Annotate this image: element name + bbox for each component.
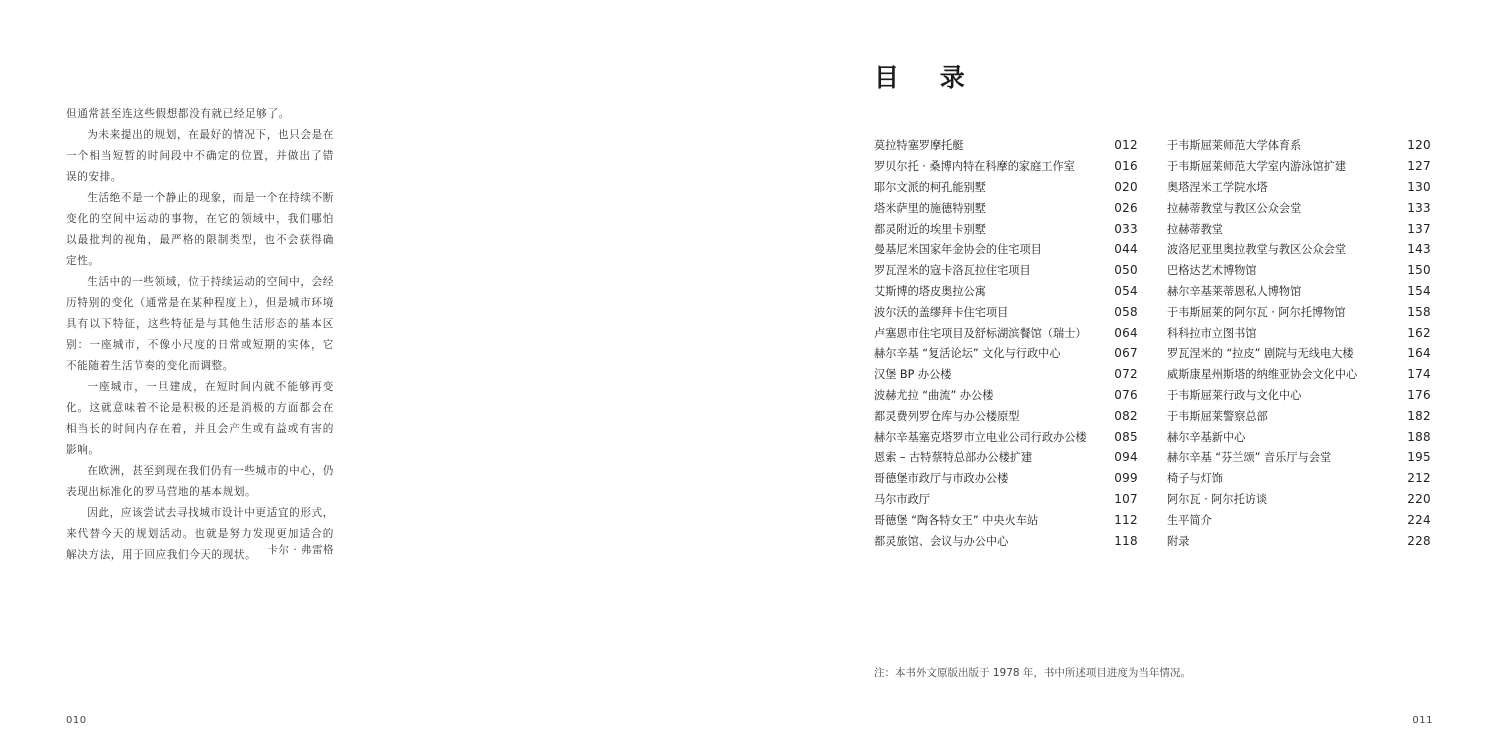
toc-entry-page: 143 xyxy=(1407,242,1431,257)
toc-entry-page: 162 xyxy=(1407,325,1431,340)
toc-entry xyxy=(1167,301,1431,322)
toc-entry-page: 150 xyxy=(1407,263,1431,278)
toc-entry-title: 生平简介 xyxy=(1167,513,1212,527)
toc-entry-page: 099 xyxy=(1114,471,1138,486)
paragraph: 生活绝不是一个静止的现象，而是一个在持续不断变化的空间中运动的事物，在它的领域中，我们哪怕以最批判的视角，最严格的限制类型，也不会获得确定性。 xyxy=(66,192,334,267)
toc-entry-title: 哥德堡市政厅与市政办公楼 xyxy=(874,472,1009,486)
toc-entry xyxy=(874,405,1138,426)
toc-entry-title: 于韦斯屈莱的阿尔瓦 · 阿尔托博物馆 xyxy=(1167,305,1346,319)
toc-entry-page: 176 xyxy=(1407,387,1431,402)
toc-entry-page: 072 xyxy=(1114,367,1138,382)
toc-entry xyxy=(874,364,1138,385)
toc-entry xyxy=(874,343,1138,364)
publication-note: 注：本书外文原版出版于 1978 年，书中所述项目进度为当年情况。 xyxy=(874,667,1191,679)
toc-entry xyxy=(874,489,1138,510)
toc-entry xyxy=(1167,364,1431,385)
toc-entry-title: 于韦斯屈莱师范大学体育系 xyxy=(1167,139,1302,153)
toc-entry-page: 164 xyxy=(1407,346,1431,361)
toc-entry xyxy=(874,426,1138,447)
toc-entry xyxy=(1167,218,1431,239)
toc-entry-page: 050 xyxy=(1114,263,1138,278)
toc-entry-title: 哥德堡 “陶各特女王” 中央火车站 xyxy=(874,513,1039,527)
toc-entry-title: 拉赫蒂教堂与教区公众会堂 xyxy=(1167,201,1302,215)
paragraph: 为未来提出的规划，在最好的情况下，也只会是在一个相当短暂的时间段中不确定的位置，并做出了错误的安排。 xyxy=(66,129,334,183)
toc-entry-page: 107 xyxy=(1114,491,1138,506)
toc-entry-page: 016 xyxy=(1114,159,1138,174)
toc-entry-title: 都灵附近的埃里卡别墅 xyxy=(874,222,986,236)
toc-entry-page: 033 xyxy=(1114,221,1138,236)
toc-entry xyxy=(1167,385,1431,406)
toc-entry xyxy=(874,468,1138,489)
toc-entry xyxy=(874,281,1138,302)
toc-entry-title: 曼基尼米国家年金协会的住宅项目 xyxy=(874,243,1042,257)
toc-entry-page: 188 xyxy=(1407,429,1431,444)
toc-entry xyxy=(1167,239,1431,260)
paragraph: 生活中的一些领域，位于持续运动的空间中，会经历特别的变化（通常是在某种程度上），但是城市环境具有以下特征，这些特征是与其他生活形态的基本区别：一座城市，不像小尺度的日常或短期的实体，它不能随着生活节奏的变化而调整。 xyxy=(66,276,334,372)
toc-entry-title: 赫尔辛基新中心 xyxy=(1167,430,1246,444)
toc-entry-title: 都灵费列罗仓库与办公楼原型 xyxy=(874,409,1020,423)
toc-entry-page: 212 xyxy=(1407,471,1431,486)
toc-entry xyxy=(1167,260,1431,281)
toc-entry xyxy=(874,530,1138,551)
toc-entry-title: 恩索 – 古特蔡特总部办公楼扩建 xyxy=(874,451,1033,465)
toc-entry-title: 艾斯博的塔皮奥拉公寓 xyxy=(874,284,986,298)
toc-entry-title: 莫拉特塞罗摩托艇 xyxy=(874,139,964,153)
toc-entry xyxy=(1167,322,1431,343)
toc-entry-page: 076 xyxy=(1114,387,1138,402)
toc-entry-page: 174 xyxy=(1407,367,1431,382)
toc-entry xyxy=(874,301,1138,322)
toc-entry-title: 卢塞恩市住宅项目及舒标湖滨餐馆（瑞士） xyxy=(874,326,1087,340)
paragraph: 一座城市，一旦建成，在短时间内就不能够再变化。这就意味着不论是积极的还是消极的方面都会在相当长的时间内存在着，并且会产生或有益或有害的影响。 xyxy=(66,381,334,456)
left-page xyxy=(0,0,749,750)
toc-entry-title: 耶尔文派的柯孔能别墅 xyxy=(874,180,986,194)
toc-entry-page: 085 xyxy=(1114,429,1138,444)
toc-entry-page: 220 xyxy=(1407,491,1431,506)
toc-entry-page: 112 xyxy=(1114,512,1138,527)
toc-entry-title: 罗瓦涅米的 “拉皮” 剧院与无线电大楼 xyxy=(1167,347,1354,361)
toc-entry-title: 汉堡 BP 办公楼 xyxy=(874,368,952,382)
toc-entry xyxy=(1167,426,1431,447)
toc-entry-page: 182 xyxy=(1407,408,1431,423)
toc-entry-title: 奥塔涅米工学院水塔 xyxy=(1167,180,1268,194)
toc-entry-page: 094 xyxy=(1114,450,1138,465)
toc-entry-page: 137 xyxy=(1407,221,1431,236)
toc-entry xyxy=(1167,489,1431,510)
toc-entry-title: 椅子与灯饰 xyxy=(1167,472,1223,486)
toc-entry xyxy=(874,322,1138,343)
toc-entry-page: 127 xyxy=(1407,159,1431,174)
toc-entry-title: 波洛尼亚里奥拉教堂与教区公众会堂 xyxy=(1167,243,1347,257)
toc-entry xyxy=(1167,405,1431,426)
toc-entry xyxy=(874,218,1138,239)
toc-entry-page: 026 xyxy=(1114,200,1138,215)
toc-entry xyxy=(874,239,1138,260)
toc-column-left xyxy=(874,135,1138,551)
toc-entry xyxy=(874,385,1138,406)
toc-entry-title: 拉赫蒂教堂 xyxy=(1167,222,1223,236)
paragraph: 但通常甚至连这些假想都没有就已经足够了。 xyxy=(66,108,290,120)
toc-entry xyxy=(1167,156,1431,177)
toc-entry-title: 于韦斯屈莱师范大学室内游泳馆扩建 xyxy=(1167,160,1347,174)
toc-entry-title: 阿尔瓦 · 阿尔托访谈 xyxy=(1167,492,1268,506)
toc-entry-page: 130 xyxy=(1407,179,1431,194)
essay-text xyxy=(66,104,334,566)
toc-entry-title: 都灵旅馆、会议与办公中心 xyxy=(874,534,1009,548)
toc-entry xyxy=(874,447,1138,468)
toc-entry-title: 塔米萨里的施德特别墅 xyxy=(874,201,986,215)
toc-entry-title: 巴格达艺术博物馆 xyxy=(1167,264,1257,278)
toc-entry-page: 054 xyxy=(1114,283,1138,298)
toc-entry-title: 于韦斯屈莱行政与文化中心 xyxy=(1167,388,1302,402)
toc-entry xyxy=(874,177,1138,198)
toc-entry-title: 威斯康星州斯塔的纳维亚协会文化中心 xyxy=(1167,368,1358,382)
toc-entry xyxy=(1167,509,1431,530)
toc-entry-page: 120 xyxy=(1407,138,1431,153)
toc-entry xyxy=(874,509,1138,530)
toc-entry xyxy=(874,156,1138,177)
toc-entry xyxy=(1167,197,1431,218)
toc-entry-title: 赫尔辛基莱蒂恩私人博物馆 xyxy=(1167,284,1302,298)
toc-entry xyxy=(1167,447,1431,468)
toc-entry xyxy=(1167,530,1431,551)
toc-entry xyxy=(874,260,1138,281)
toc-entry xyxy=(1167,281,1431,302)
toc-entry xyxy=(874,135,1138,156)
toc-entry-title: 于韦斯屈莱警察总部 xyxy=(1167,409,1268,423)
right-page xyxy=(750,0,1499,750)
toc-entry-title: 波赫尤拉 “曲流” 办公楼 xyxy=(874,388,994,402)
toc-entry-page: 064 xyxy=(1114,325,1138,340)
toc-entry-page: 154 xyxy=(1407,283,1431,298)
toc-entry-page: 224 xyxy=(1407,512,1431,527)
author-signature: 卡尔 · 弗雷格 xyxy=(267,544,334,556)
toc-entry-title: 科科拉市立图书馆 xyxy=(1167,326,1257,340)
toc-entry-title: 罗贝尔托 · 桑博内特在科摩的家庭工作室 xyxy=(874,160,1075,174)
toc-entry-page: 012 xyxy=(1114,138,1138,153)
toc-entry-page: 044 xyxy=(1114,242,1138,257)
toc-entry xyxy=(1167,468,1431,489)
paragraph: 因此，应该尝试去寻找城市设计中更适宜的形式，来代替今天的规划活动。也就是努力发现更加适合的解决方法，用于回应我们今天的现状。 xyxy=(66,507,334,561)
toc-entry-page: 228 xyxy=(1407,533,1431,548)
toc-entry-page: 020 xyxy=(1114,179,1138,194)
toc-entry-title: 附录 xyxy=(1167,534,1190,548)
toc-title: 目 录 xyxy=(874,63,981,92)
toc-entry-title: 赫尔辛基 “芬兰颂” 音乐厅与会堂 xyxy=(1167,451,1332,465)
toc-column-right xyxy=(1167,135,1431,551)
toc-entry-page: 133 xyxy=(1407,200,1431,215)
toc-entry-title: 赫尔辛基 “复活论坛” 文化与行政中心 xyxy=(874,347,1061,361)
toc-entry xyxy=(1167,343,1431,364)
toc-entry xyxy=(1167,177,1431,198)
toc-entry xyxy=(874,197,1138,218)
paragraph: 在欧洲，甚至到现在我们仍有一些城市的中心，仍表现出标准化的罗马营地的基本规划。 xyxy=(66,465,334,498)
toc-entry-page: 118 xyxy=(1114,533,1138,548)
page-number-left: 010 xyxy=(66,715,87,726)
toc-entry-title: 赫尔辛基塞克塔罗市立电业公司行政办公楼 xyxy=(874,430,1087,444)
toc-entry-page: 082 xyxy=(1114,408,1138,423)
toc-entry-page: 058 xyxy=(1114,304,1138,319)
toc-entry-page: 067 xyxy=(1114,346,1138,361)
toc-entry-page: 158 xyxy=(1407,304,1431,319)
page-number-right: 011 xyxy=(1412,715,1433,726)
toc-entry-page: 195 xyxy=(1407,450,1431,465)
toc-entry xyxy=(1167,135,1431,156)
toc-entry-title: 波尔沃的盖缪拜卡住宅项目 xyxy=(874,305,1009,319)
toc-entry-title: 马尔市政厅 xyxy=(874,492,930,506)
toc-entry-title: 罗瓦涅米的寇卡洛瓦拉住宅项目 xyxy=(874,264,1031,278)
